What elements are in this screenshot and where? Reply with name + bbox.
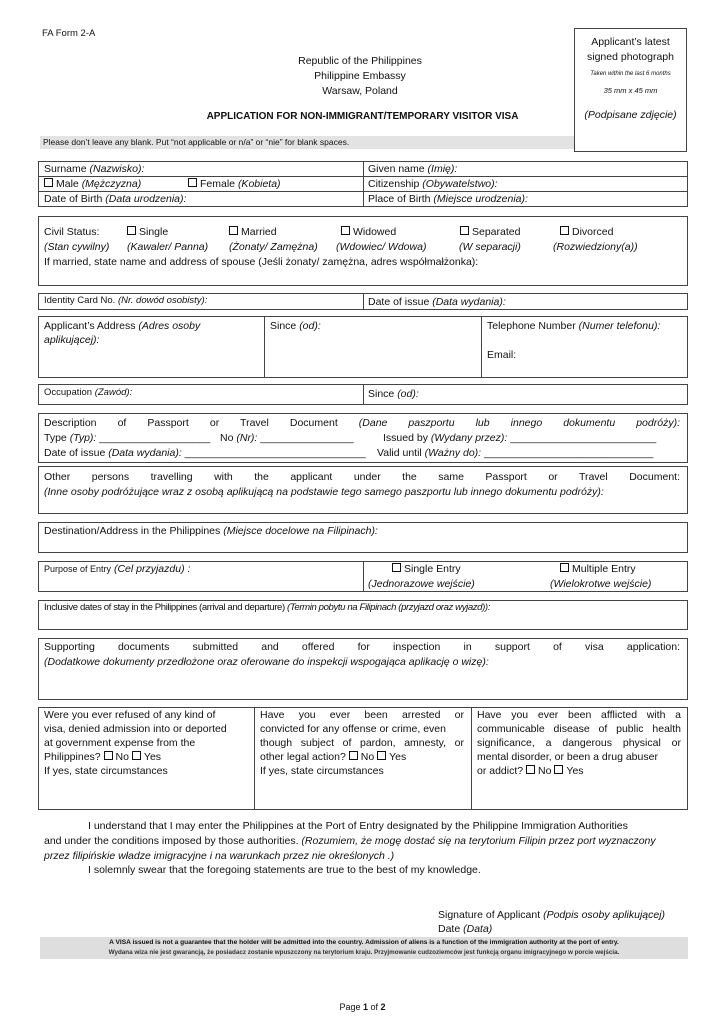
single-entry-checkbox[interactable]: Single Entry [392, 562, 461, 576]
civil-status-label: Civil Status: [44, 226, 100, 238]
passport-desc: Description of Passport or Travel Document (Dane paszportu lub innego dokumentu podróży): [44, 417, 680, 429]
no-checkbox[interactable] [349, 751, 358, 760]
multiple-entry-checkbox[interactable]: Multiple Entry [560, 562, 636, 576]
other-persons-pl: (Inne osoby podróżujące wraz z osobą aplikującą na podstawie tego samego paszportu lub innego dokumentu podróży): [44, 486, 604, 498]
checkbox-icon [127, 226, 136, 235]
yes-checkbox[interactable] [132, 751, 141, 760]
photo-polish: (Podpisane zdjęcie) [584, 109, 677, 121]
declaration-line1: I understand that I may enter the Philippines at the Port of Entry designated by the Philippine Immigration Authorities [88, 820, 628, 832]
occupation-since-field[interactable]: Since (od): [368, 388, 419, 400]
no-checkbox[interactable] [104, 751, 113, 760]
widowed-label-pl: (Wdowiec/ Wdowa) [336, 241, 427, 253]
form-id: FA Form 2-A [42, 28, 96, 39]
female-checkbox[interactable]: Female (Kobieta) [188, 177, 281, 191]
photo-line2: signed photograph [587, 51, 674, 63]
photo-note: Taken within the last 6 months [590, 71, 671, 77]
passport-issue-date-field[interactable]: Date of issue (Data wydania): _______________________________ [44, 447, 366, 459]
single-label-pl: (Kawaler/ Panna) [127, 241, 209, 253]
spouse-field[interactable]: If married, state name and address of spouse (Jeśli żonaty/ zamężna, adres współmałżonka): [44, 256, 479, 268]
phone-field[interactable]: Telephone Number (Numer telefonu): [487, 320, 661, 332]
surname-field[interactable]: Surname (Nazwisko): [44, 163, 145, 175]
passport-no-field[interactable]: No (Nr): ________________ [220, 432, 354, 444]
question-disease: Have you ever been afflicted with a communicable disease of public health significance, a dangerous physical or mental disorder, or been a drug abuser or addict? No Yes [477, 709, 681, 777]
declaration-oath: I solemnly swear that the foregoing statements are true to the best of my knowledge. [88, 864, 481, 876]
disclaimer-bar [40, 937, 688, 959]
checkbox-icon [460, 226, 469, 235]
single-checkbox[interactable]: Single [127, 225, 168, 239]
civil-status-label-pl: (Stan cywilny) [44, 241, 110, 253]
single-entry-pl: (Jednorazowe wejście) [368, 578, 475, 590]
given-name-field[interactable]: Given name (Imię): [368, 163, 458, 175]
purpose-field[interactable]: Purpose of Entry (Cel przyjazdu) : [44, 563, 191, 575]
checkbox-icon [560, 563, 569, 572]
declaration-line3: przez filipińskie władze imigracyjne i na warunkach przez nie określonych .) [44, 850, 395, 862]
question-refused: Were you ever refused of any kind of visa, denied admission into or deported at government expense from the Philippines? No Yes If yes, state circumstances [44, 709, 227, 777]
divorced-checkbox[interactable]: Divorced [560, 225, 613, 239]
yes-checkbox[interactable] [377, 751, 386, 760]
page-number: Page 1 of 2 [339, 1002, 386, 1012]
id-card-field[interactable]: Identity Card No. (Nr. dowód osobisty): [44, 295, 208, 306]
header-line1: Republic of the Philippines [298, 55, 422, 67]
married-checkbox[interactable]: Married [229, 225, 277, 239]
other-persons-en: Other persons travelling with the applicant under the same Passport or Travel Document: [44, 471, 680, 483]
photo-box [574, 28, 687, 152]
id-issue-date-field[interactable]: Date of issue (Data wydania): [368, 296, 506, 308]
address-field[interactable]: Applicant’s Address (Adres osoby aplikującej): [44, 320, 201, 346]
dates-of-stay-label: Inclusive dates of stay in the Philippines (arrival and departure) (Termin pobytu na Filipinach (przyjazd oraz wyjazd)): [44, 602, 490, 613]
instruction-bar [40, 136, 575, 149]
checkbox-icon [392, 563, 401, 572]
checkbox-icon [560, 226, 569, 235]
multiple-entry-pl: (Wielokrotwe wejście) [550, 578, 652, 590]
form-title: APPLICATION FOR NON-IMMIGRANT/TEMPORARY VISITOR VISA [206, 111, 519, 122]
checkbox-icon [341, 226, 350, 235]
address-since-field[interactable]: Since (od): [270, 320, 321, 332]
question-arrested: Have you ever been arrested or convicted for any offense or crime, even though subject of pardon, amnesty, or other legal action? No Yes If yes, state circumstances [260, 709, 464, 777]
occupation-field[interactable]: Occupation (Zawód): [44, 387, 133, 398]
citizenship-field[interactable]: Citizenship (Obywatelstwo): [368, 178, 498, 190]
signature-field[interactable]: Signature of Applicant (Podpis osoby aplikującej) [438, 909, 666, 921]
header-line3: Warsaw, Poland [322, 85, 398, 97]
yes-checkbox[interactable] [554, 765, 563, 774]
dob-field[interactable]: Date of Birth (Data urodzenia): [44, 193, 187, 205]
declaration-line2: and under the conditions imposed by those authorities. (Rozumiem, że mogę dostać się na terytorium Filipin przez port wyznaczony [44, 835, 656, 847]
passport-issued-by-field[interactable]: Issued by (Wydany przez): _________________________ [383, 432, 657, 444]
divorced-label-pl: (Rozwiedziony(a)) [553, 241, 638, 253]
pob-field[interactable]: Place of Birth (Miejsce urodzenia): [368, 193, 528, 205]
separated-checkbox[interactable]: Separated [460, 225, 520, 239]
passport-type-field[interactable]: Type (Typ): ___________________ [44, 432, 211, 444]
no-checkbox[interactable] [526, 765, 535, 774]
passport-valid-field[interactable]: Valid until (Ważny do): _____________________________ [377, 447, 654, 459]
email-field[interactable]: Email: [487, 349, 517, 361]
widowed-checkbox[interactable]: Widowed [341, 225, 396, 239]
photo-line1: Applicant’s latest [591, 36, 670, 48]
header-line2: Philippine Embassy [314, 70, 406, 82]
destination-label: Destination/Address in the Philippines (Miejsce docelowe na Filipinach): [44, 525, 378, 537]
male-checkbox[interactable]: Male (Mężczyzna) [44, 177, 141, 191]
married-label-pl: (Żonaty/ Zamężna) [229, 241, 318, 253]
checkbox-icon [44, 178, 53, 187]
date-field[interactable]: Date (Data) [438, 923, 493, 935]
checkbox-icon [188, 178, 197, 187]
supporting-docs-en: Supporting documents submitted and offered for inspection in support of visa application: [44, 641, 680, 653]
photo-size: 35 mm x 45 mm [603, 86, 658, 95]
disclaimer-en: A VISA issued is not a guarantee that the holder will be admitted into the country. Admission of aliens is a function of the immigration authority at the port of entry. [109, 939, 619, 946]
instruction-text: Please don’t leave any blank. Put “not applicable or n/a” or “nie” for blank spaces. [43, 137, 350, 147]
separated-label-pl: (W separacji) [459, 241, 521, 253]
checkbox-icon [229, 226, 238, 235]
disclaimer-pl: Wydana wiza nie jest gwarancją, że posiadacz zostanie wpuszczony na terytorium kraju. Przyjmowanie cudzoziemców jest funkcją organu imigracyjnego w porcie wejścia. [108, 949, 620, 956]
supporting-docs-pl: (Dodatkowe dokumenty przedłożone oraz oferowane do inspekcji wspogająca aplikację o wizę): [44, 656, 489, 668]
